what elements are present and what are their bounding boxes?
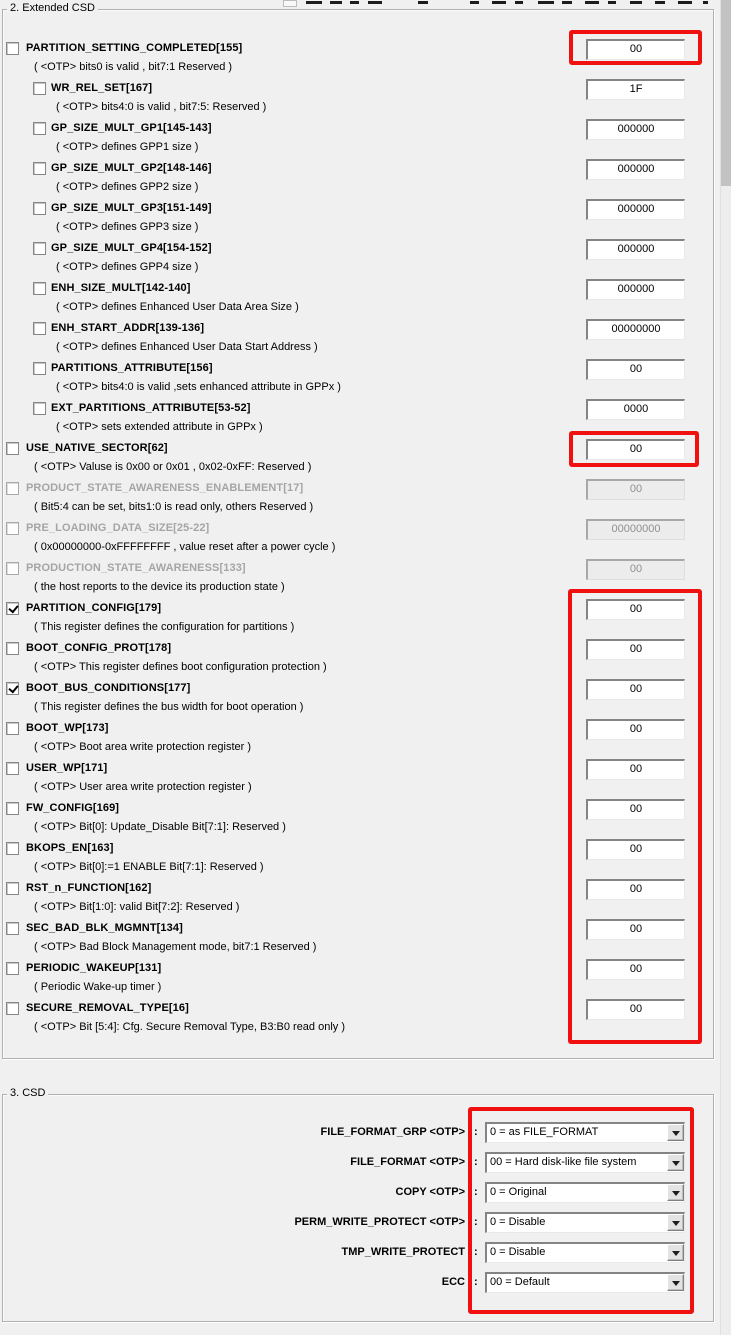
dropdown-button[interactable] [667,1274,684,1291]
register-row [3,639,713,679]
csd-dropdown-value: 00 = Hard disk-like file system [490,1156,637,1168]
csd-dropdown[interactable] [485,1152,685,1173]
register-description: ( the host reports to the device its production state ) [34,581,285,593]
csd-field-label: COPY <OTP> [395,1186,465,1198]
csd-field-row [3,1122,713,1146]
dropdown-button[interactable] [667,1124,684,1141]
register-description: ( <OTP> Bit[0]: Update_Disable Bit[7:1]: Reserved ) [34,821,286,833]
register-checkbox[interactable] [6,802,19,815]
register-checkbox[interactable] [33,202,46,215]
register-value-field[interactable]: 000000 [586,199,685,220]
dropdown-button[interactable] [667,1244,684,1261]
csd-field-colon: : [474,1156,478,1168]
register-description: ( <OTP> defines GPP4 size ) [56,261,199,273]
register-checkbox[interactable] [6,962,19,975]
register-checkbox[interactable] [6,762,19,775]
register-value-field[interactable]: 00 [586,359,685,380]
csd-field-label: PERM_WRITE_PROTECT <OTP> [294,1216,465,1228]
register-description: ( <OTP> Bit[0]:=1 ENABLE Bit[7:1]: Reserved ) [34,861,264,873]
csd-dropdown[interactable] [485,1182,685,1203]
register-label: EXT_PARTITIONS_ATTRIBUTE[53-52] [51,402,251,414]
register-row [3,999,713,1039]
register-checkbox[interactable] [6,562,19,575]
dropdown-button[interactable] [667,1154,684,1171]
register-description: ( <OTP> Boot area write protection register ) [34,741,252,753]
register-value-field[interactable]: 000000 [586,159,685,180]
register-label: PARTITION_SETTING_COMPLETED[155] [26,42,243,54]
dropdown-button[interactable] [667,1184,684,1201]
register-value-field[interactable]: 000000 [586,239,685,260]
scrollbar-thumb[interactable] [721,0,731,186]
register-checkbox[interactable] [6,882,19,895]
register-checkbox[interactable] [33,82,46,95]
register-checkbox[interactable] [6,522,19,535]
register-checkbox[interactable] [6,722,19,735]
register-label: ENH_START_ADDR[139-136] [51,322,205,334]
csd-field-colon: : [474,1246,478,1258]
register-row [3,519,713,559]
register-label: ENH_SIZE_MULT[142-140] [51,282,191,294]
csd-field-row [3,1152,713,1176]
register-description: ( <OTP> This register defines boot configuration protection ) [34,661,327,673]
register-description: ( <OTP> defines GPP2 size ) [56,181,199,193]
register-checkbox[interactable] [6,482,19,495]
register-row [3,79,713,119]
register-row [3,239,713,279]
csd-dropdown[interactable] [485,1272,685,1293]
register-description: ( <OTP> defines GPP3 size ) [56,221,199,233]
register-description: ( <OTP> Bit [5:4]: Cfg. Secure Removal Type, B3:B0 read only ) [34,1021,345,1033]
csd-field-row [3,1212,713,1236]
dropdown-button[interactable] [667,1214,684,1231]
register-value-field[interactable]: 00 [586,719,685,740]
register-value-field[interactable]: 00 [586,599,685,620]
register-description: ( <OTP> bits0 is valid , bit7:1 Reserved ) [34,61,233,73]
register-label: GP_SIZE_MULT_GP3[151-149] [51,202,212,214]
register-row [3,839,713,879]
register-value-field[interactable]: 1F [586,79,685,100]
check-icon [8,603,18,614]
csd-dropdown-value: 0 = Disable [490,1216,546,1228]
register-label: PRE_LOADING_DATA_SIZE[25-22] [26,522,210,534]
register-row [3,119,713,159]
csd-field-colon: : [474,1276,478,1288]
csd-group-title: 3. CSD [7,1087,48,1099]
register-value-field[interactable]: 00 [586,639,685,660]
register-value-field[interactable]: 00 [586,839,685,860]
register-checkbox[interactable] [33,122,46,135]
register-value-field[interactable]: 0000 [586,399,685,420]
register-value-field[interactable]: 000000 [586,119,685,140]
csd-field-colon: : [474,1186,478,1198]
csd-dropdown-value: 00 = Default [490,1276,550,1288]
register-row [3,559,713,599]
chevron-down-icon [672,1131,680,1136]
csd-dropdown-value: 0 = as FILE_FORMAT [490,1126,599,1138]
register-checkbox[interactable] [6,842,19,855]
csd-dropdown-value: 0 = Disable [490,1246,546,1258]
register-label: PARTITION_CONFIG[179] [26,602,162,614]
register-checkbox[interactable] [6,602,19,615]
register-row [3,959,713,999]
register-checkbox[interactable] [33,282,46,295]
register-label: WR_REL_SET[167] [51,82,153,94]
register-row [3,679,713,719]
chevron-down-icon [672,1251,680,1256]
csd-field-row [3,1182,713,1206]
register-checkbox[interactable] [33,242,46,255]
register-row [3,359,713,399]
register-description: ( 0x00000000-0xFFFFFFFF , value reset after a power cycle ) [34,541,336,553]
register-checkbox[interactable] [33,362,46,375]
register-row [3,919,713,959]
register-description: ( <OTP> bits4:0 is valid , bit7:5: Reserved ) [56,101,267,113]
register-description: ( <OTP> defines Enhanced User Data Area Size ) [56,301,299,313]
register-row [3,319,713,359]
csd-field-row [3,1242,713,1266]
clipped-checkbox-fragment [283,0,297,7]
register-row [3,479,713,519]
extended-csd-group-title: 2. Extended CSD [7,2,98,14]
register-checkbox[interactable] [6,42,19,55]
register-value-field[interactable]: 00 [586,999,685,1020]
register-value-field[interactable]: 00 [586,39,685,60]
register-row [3,199,713,239]
chevron-down-icon [672,1221,680,1226]
csd-field-row [3,1272,713,1296]
register-description: ( <OTP> Valuse is 0x00 or 0x01 , 0x02-0xFF: Reserved ) [34,461,312,473]
register-label: PRODUCTION_STATE_AWARENESS[133] [26,562,246,574]
register-row [3,279,713,319]
register-value-field[interactable]: 000000 [586,279,685,300]
register-label: USE_NATIVE_SECTOR[62] [26,442,168,454]
register-label: BKOPS_EN[163] [26,842,114,854]
register-description: ( Periodic Wake-up timer ) [34,981,162,993]
register-checkbox[interactable] [33,402,46,415]
register-value-field[interactable]: 00 [586,439,685,460]
extended-csd-group [2,2,714,1059]
register-row [3,799,713,839]
register-description: ( <OTP> Bad Block Management mode, bit7:1 Reserved ) [34,941,317,953]
register-checkbox[interactable] [6,642,19,655]
register-label: BOOT_BUS_CONDITIONS[177] [26,682,191,694]
register-label: GP_SIZE_MULT_GP1[145-143] [51,122,212,134]
register-label: GP_SIZE_MULT_GP2[148-146] [51,162,212,174]
register-label: PRODUCT_STATE_AWARENESS_ENABLEMENT[17] [26,482,304,494]
register-description: ( <OTP> Bit[1:0]: valid Bit[7:2]: Reserved ) [34,901,240,913]
register-label: GP_SIZE_MULT_GP4[154-152] [51,242,212,254]
clipped-text-fragment [0,0,731,7]
register-value-field[interactable]: 00 [586,799,685,820]
register-row [3,879,713,919]
csd-field-colon: : [474,1216,478,1228]
csd-group [2,1087,714,1322]
register-value-field[interactable]: 00 [586,879,685,900]
register-value-field[interactable]: 00 [586,759,685,780]
register-description: ( This register defines the configuration for partitions ) [34,621,295,633]
register-row [3,439,713,479]
register-checkbox[interactable] [6,682,19,695]
register-label: SECURE_REMOVAL_TYPE[16] [26,1002,189,1014]
register-label: PARTITIONS_ATTRIBUTE[156] [51,362,213,374]
csd-dropdown[interactable] [485,1242,685,1263]
register-checkbox[interactable] [6,1002,19,1015]
register-description: ( <OTP> bits4:0 is valid ,sets enhanced attribute in GPPx ) [56,381,341,393]
csd-dropdown-value: 0 = Original [490,1186,547,1198]
register-checkbox[interactable] [33,162,46,175]
csd-field-label: FILE_FORMAT <OTP> [350,1156,465,1168]
register-description: ( This register defines the bus width for boot operation ) [34,701,304,713]
csd-field-label: FILE_FORMAT_GRP <OTP> [320,1126,465,1138]
register-description: ( <OTP> User area write protection register ) [34,781,252,793]
register-checkbox[interactable] [6,922,19,935]
register-row [3,759,713,799]
register-value-field[interactable]: 00000000 [586,519,685,540]
register-description: ( <OTP> defines GPP1 size ) [56,141,199,153]
register-value-field[interactable]: 00 [586,559,685,580]
register-checkbox[interactable] [6,442,19,455]
register-description: ( Bit5:4 can be set, bits1:0 is read only, others Reserved ) [34,501,314,513]
register-value-field[interactable]: 00 [586,479,685,500]
register-label: BOOT_WP[173] [26,722,109,734]
register-value-field[interactable]: 00000000 [586,319,685,340]
register-row [3,399,713,439]
register-row [3,599,713,639]
register-label: BOOT_CONFIG_PROT[178] [26,642,172,654]
check-icon [8,683,18,694]
csd-field-label: ECC [441,1276,465,1288]
csd-field-colon: : [474,1126,478,1138]
register-checkbox[interactable] [33,322,46,335]
chevron-down-icon [672,1281,680,1286]
csd-dropdown[interactable] [485,1212,685,1233]
register-row [3,159,713,199]
register-description: ( <OTP> defines Enhanced User Data Start Address ) [56,341,318,353]
chevron-down-icon [672,1191,680,1196]
register-description: ( <OTP> sets extended attribute in GPPx ) [56,421,263,433]
vertical-scrollbar[interactable] [720,0,731,1335]
register-label: SEC_BAD_BLK_MGMNT[134] [26,922,183,934]
register-label: USER_WP[171] [26,762,108,774]
register-row [3,39,713,79]
chevron-down-icon [672,1161,680,1166]
csd-dropdown[interactable] [485,1122,685,1143]
csd-field-label: TMP_WRITE_PROTECT [341,1246,465,1258]
register-label: RST_n_FUNCTION[162] [26,882,152,894]
register-row [3,719,713,759]
register-value-field[interactable]: 00 [586,679,685,700]
register-value-field[interactable]: 00 [586,919,685,940]
register-label: PERIODIC_WAKEUP[131] [26,962,162,974]
register-value-field[interactable]: 00 [586,959,685,980]
register-label: FW_CONFIG[169] [26,802,120,814]
